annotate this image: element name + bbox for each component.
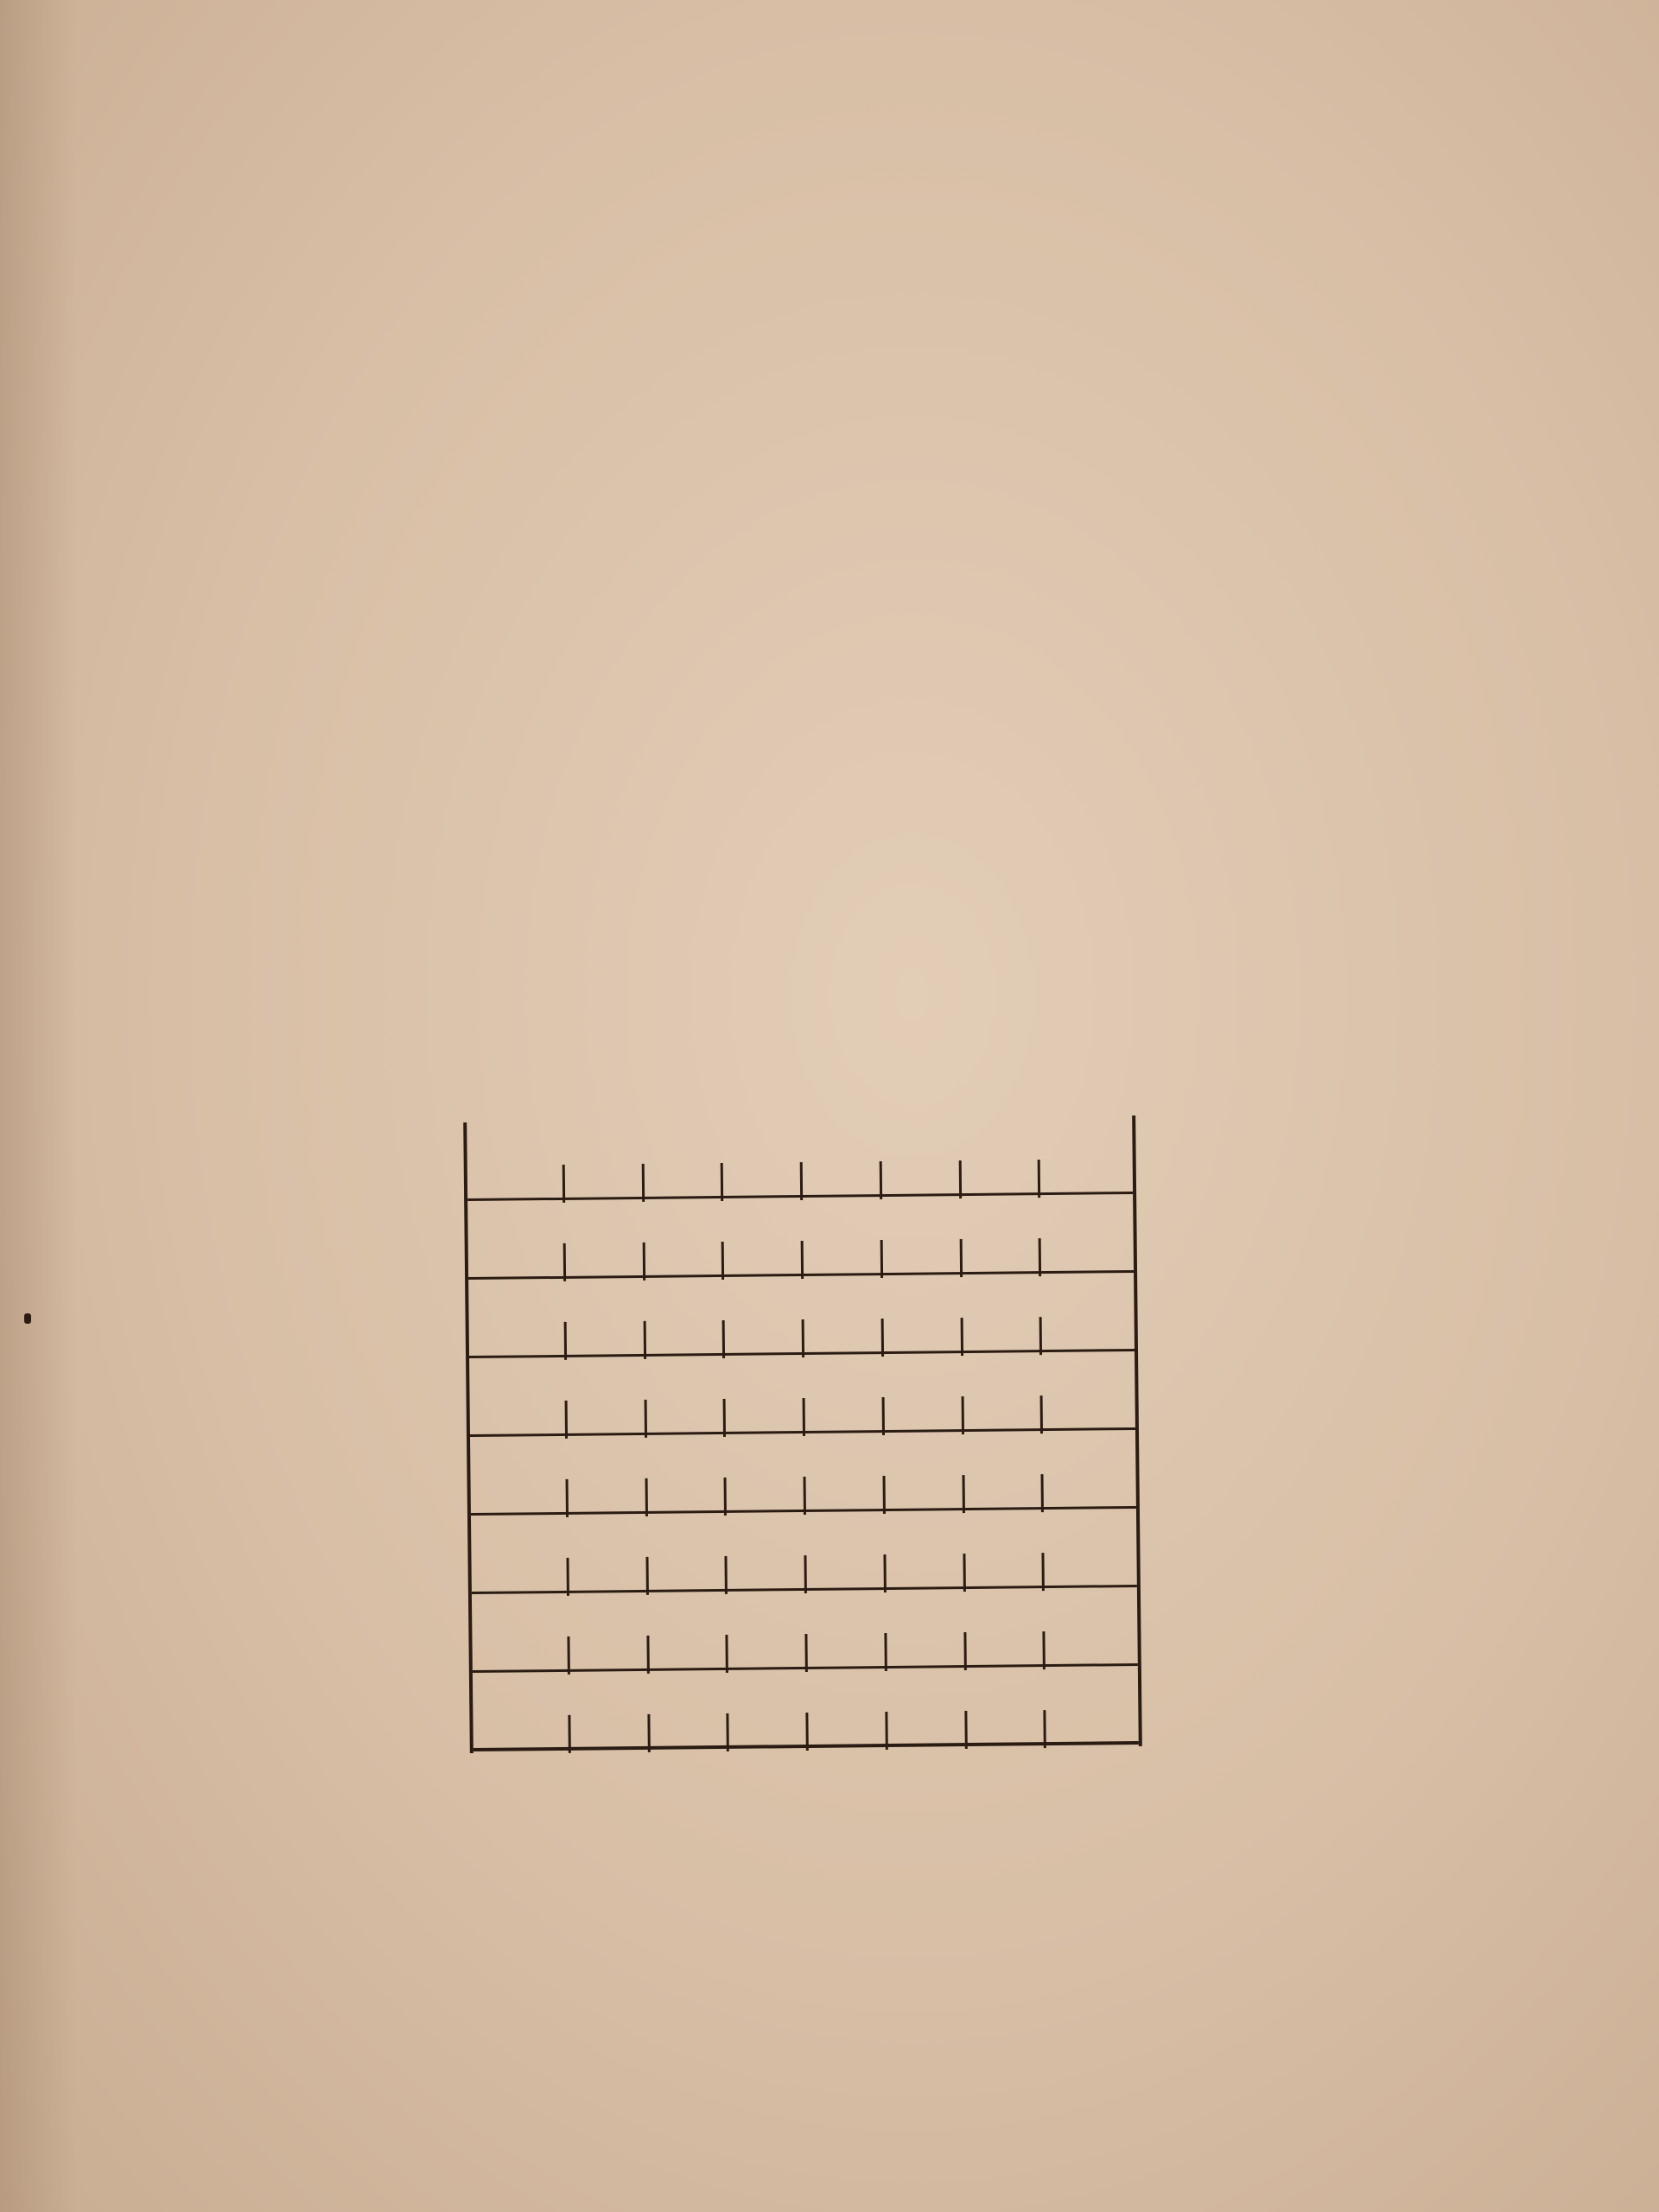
grid-cell [1042,1547,1122,1548]
grid-cell [802,1313,881,1314]
ornament-border-right [1141,1110,1210,1827]
grid-row [467,1116,1133,1201]
grid-row [470,1430,1136,1516]
grid-cell [884,1627,963,1628]
grid-cell [883,1548,963,1549]
grid-cell [802,1392,881,1393]
grid-row [469,1351,1135,1437]
ornament-border-top [458,1033,1201,1102]
page-gutter-shadow [0,0,78,2212]
grid-cell [804,1628,884,1629]
grid-cell [721,1157,800,1158]
grid-cell [644,1394,723,1395]
grid-cell [486,1553,566,1554]
grid-cell [879,1155,958,1156]
grid-cell [724,1471,804,1472]
number-grid [463,1116,1142,1753]
grid-cell [563,1316,643,1317]
grid-cell [804,1549,883,1550]
knight-tour-board [380,1033,1210,1845]
grid-cell [964,1705,1044,1706]
grid-cell [959,1233,1039,1234]
grid-cell [960,1312,1039,1313]
grid-cell [726,1629,805,1630]
grid-cell [562,1159,641,1160]
grid-cell [885,1706,964,1707]
grid-cell [1039,1311,1119,1312]
grid-cell [563,1237,642,1238]
grid-row [473,1666,1139,1751]
grid-cell [647,1707,727,1708]
grid-cell [723,1393,803,1394]
grid-cell [568,1708,647,1709]
grid-cell [962,1469,1041,1470]
grid-cell [725,1550,804,1551]
grid-cell [567,1630,646,1631]
grid-cell [801,1235,880,1236]
grid-cell [881,1391,961,1392]
grid-cell [880,1234,959,1235]
grid-cell [1041,1468,1121,1469]
grid-cell [485,1317,564,1318]
grid-cell [722,1314,802,1315]
paragraph-exchange [121,562,1469,588]
grid-cell [800,1156,880,1157]
grid-cell [1039,1232,1118,1233]
grid-cell [565,1473,645,1474]
grid-row [468,1273,1135,1358]
grid-cell [1044,1704,1123,1705]
grid-cell [566,1552,645,1553]
grid-cell [641,1158,721,1159]
grid-cell [1040,1389,1120,1390]
grid-row [467,1194,1134,1280]
grid-cell [645,1472,724,1473]
grid-cell [643,1315,722,1316]
grid-cell [487,1631,567,1632]
grid-row [471,1509,1137,1594]
grid-cell [963,1626,1043,1627]
grid-cell [488,1709,568,1710]
paragraph-pawns [121,372,1469,397]
grid-cell [645,1551,725,1552]
grid-cell [642,1236,721,1237]
grid-cell [1043,1625,1122,1626]
grid-cell [484,1238,563,1239]
ornament-border-bottom [389,1767,1132,1836]
grid-cell [486,1474,565,1475]
grid-cell [486,1395,565,1396]
ornament-border-left [380,1033,449,1750]
grid-cell [882,1470,962,1471]
grid-cell [958,1154,1038,1155]
grid-cell [961,1390,1040,1391]
grid-row [472,1587,1138,1673]
ink-speck [24,1313,31,1324]
